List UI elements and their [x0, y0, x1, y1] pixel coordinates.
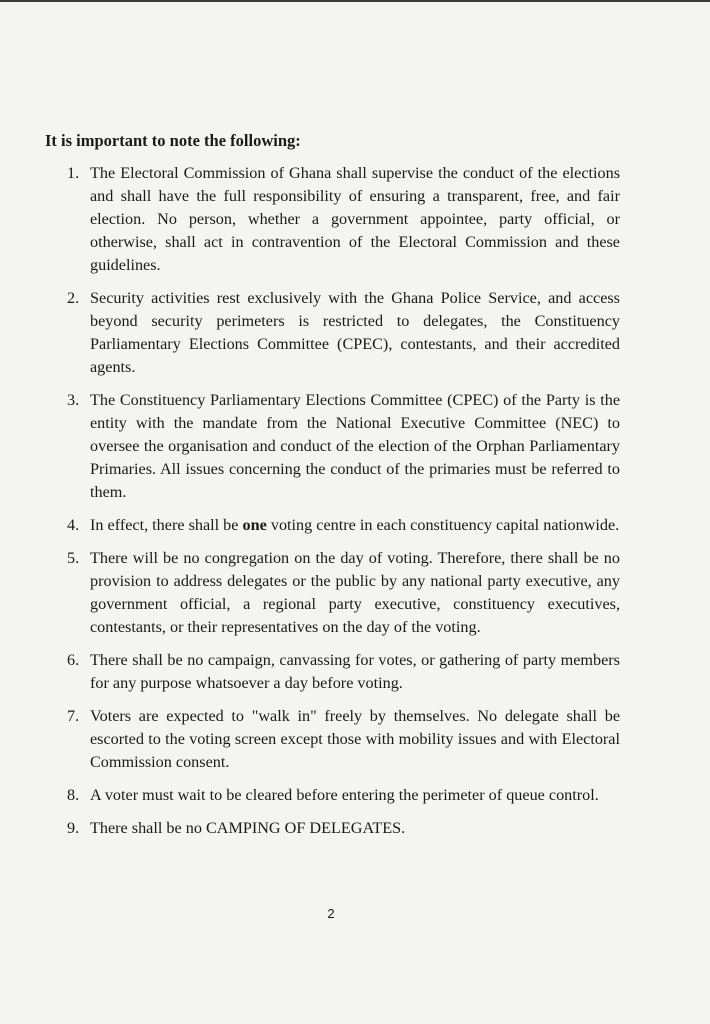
list-item: [0, 162, 620, 277]
item-text-part: In effect, there shall be: [90, 516, 243, 534]
list-item: [0, 514, 620, 537]
item-number: 3.: [67, 391, 80, 409]
item-number: 4.: [67, 516, 80, 534]
item-text: Security activities rest exclusively with the Ghana Police Service, and access beyond security perimeters is restricted to delegates, the Constituency Parliamentary Elections Committee (CPEC), contestants, and their accredited agents.: [90, 289, 620, 376]
item-number: 9.: [67, 819, 80, 837]
item-number: 1.: [67, 164, 80, 182]
list-item: [0, 817, 620, 840]
item-text: The Constituency Parliamentary Elections Committee (CPEC) of the Party is the entity with the mandate from the National Executive Committee (NEC) to oversee the organisation and conduct of the election of the Orphan Parliamentary Primaries. All issues concerning the conduct of the primaries must be referred to them.: [90, 391, 620, 501]
list-item: [0, 784, 620, 807]
list-item: [0, 389, 620, 504]
item-text-emphasis: one: [242, 516, 267, 534]
item-text-part: voting centre in each constituency capital nationwide.: [266, 516, 620, 534]
item-text: Voters are expected to "walk in" freely by themselves. No delegate shall be escorted to the voting screen except those with mobility issues and with Electoral Commission consent.: [90, 707, 620, 771]
item-number: 7.: [67, 707, 80, 725]
item-number: 5.: [67, 549, 80, 567]
item-text: [90, 516, 619, 534]
item-text: A voter must wait to be cleared before entering the perimeter of queue control.: [90, 786, 599, 804]
list-item: [0, 547, 620, 639]
item-number: 2.: [67, 289, 80, 307]
item-number: 8.: [67, 786, 80, 804]
list-item: [0, 287, 620, 379]
item-number: 6.: [67, 651, 80, 669]
list-item: [0, 649, 620, 695]
guidelines-list: [0, 162, 710, 850]
item-text: The Electoral Commission of Ghana shall supervise the conduct of the elections and shall have the full responsibility of ensuring a transparent, free, and fair election. No person, whether a government appointee, party official, or otherwise, shall act in contravention of the Electoral Commission and these guidelines.: [90, 164, 620, 274]
item-text: There will be no congregation on the day of voting. Therefore, there shall be no provision to address delegates or the public by any national party executive, any government official, a regional party executive, constituency executives, contestants, or their representatives on the day of the voting.: [90, 549, 620, 636]
list-item: [0, 705, 620, 774]
item-text: There shall be no campaign, canvassing for votes, or gathering of party members for any purpose whatsoever a day before voting.: [90, 651, 620, 692]
page-number: 2: [327, 906, 335, 921]
section-heading: It is important to note the following:: [45, 131, 301, 150]
item-text: There shall be no CAMPING OF DELEGATES.: [90, 819, 406, 837]
